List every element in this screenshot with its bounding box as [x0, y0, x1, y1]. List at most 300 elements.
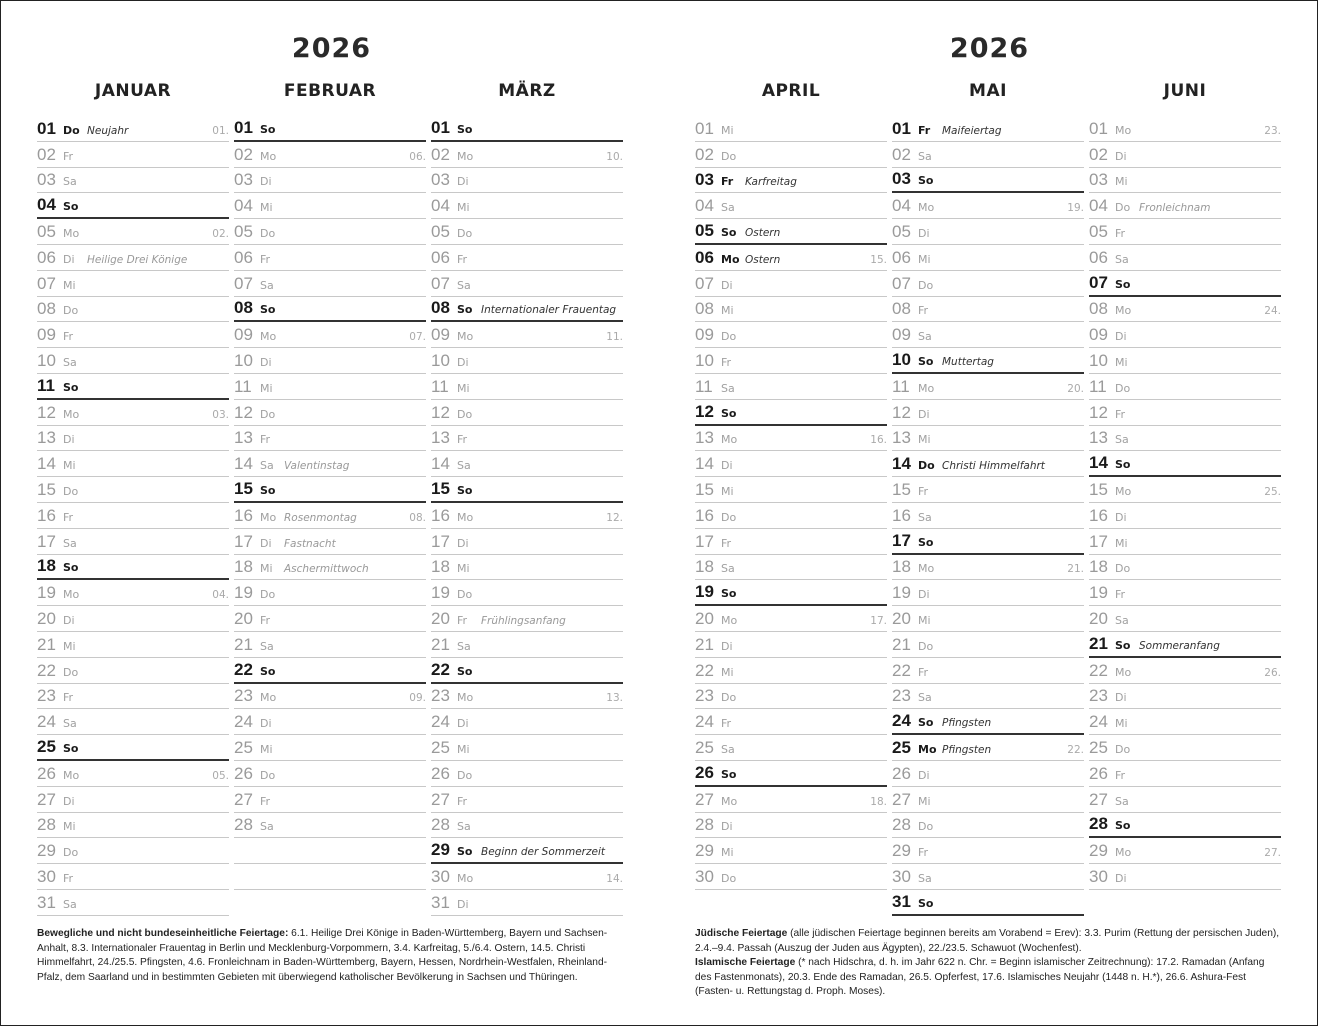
day-row	[1089, 658, 1281, 684]
day-number: 28	[431, 815, 450, 835]
day-row	[892, 271, 1084, 297]
day-row	[1089, 709, 1281, 735]
weekday: Sa	[457, 639, 471, 653]
day-row	[431, 580, 623, 606]
weekday: Mi	[918, 794, 931, 808]
week-number: 20.	[1067, 382, 1084, 395]
weekday: Di	[63, 613, 75, 627]
day-row	[695, 477, 887, 503]
day-row	[37, 142, 229, 168]
day-number: 18	[431, 557, 450, 577]
weekday: So	[721, 225, 737, 239]
day-number: 14	[37, 454, 56, 474]
day-row	[892, 400, 1084, 426]
day-number: 05	[1089, 221, 1108, 241]
day-row	[37, 838, 229, 864]
day-number: 19	[695, 582, 714, 602]
day-number: 12	[892, 402, 911, 422]
day-row	[695, 529, 887, 555]
day-number: 21	[431, 634, 450, 654]
weekday: Di	[918, 226, 930, 240]
day-row	[892, 787, 1084, 813]
weekday: Mi	[260, 742, 273, 756]
day-row	[234, 374, 426, 400]
week-number: 26.	[1264, 666, 1281, 679]
day-number: 11	[37, 375, 55, 395]
weekday: Do	[918, 639, 934, 653]
day-number: 29	[892, 841, 911, 861]
day-number: 09	[431, 325, 450, 345]
weekday: Di	[1115, 330, 1127, 344]
week-number: 04.	[212, 589, 229, 602]
week-number: 12.	[606, 511, 623, 524]
day-number: 09	[892, 325, 911, 345]
weekday: Do	[457, 407, 473, 421]
day-number: 17	[234, 531, 253, 551]
day-number: 30	[695, 866, 714, 886]
day-row	[892, 142, 1084, 168]
week-number: 06.	[409, 150, 426, 163]
holiday-label: Sommeranfang	[1139, 639, 1220, 652]
day-number: 31	[892, 891, 911, 911]
weekday: Mo	[63, 407, 80, 421]
day-number: 10	[431, 350, 450, 370]
day-row	[695, 245, 887, 271]
day-row	[892, 168, 1084, 194]
day-number: 06	[234, 247, 253, 267]
day-number: 04	[892, 196, 911, 216]
day-row	[431, 684, 623, 710]
day-number: 21	[1089, 633, 1108, 653]
weekday: Fr	[918, 665, 929, 679]
weekday: Sa	[721, 562, 735, 576]
day-row	[234, 890, 426, 916]
day-row	[892, 838, 1084, 864]
weekday: Di	[63, 433, 75, 447]
day-number: 23	[1089, 686, 1108, 706]
day-row	[37, 580, 229, 606]
weekday: So	[1115, 277, 1131, 291]
weekday: Do	[260, 226, 276, 240]
day-number: 30	[431, 866, 450, 886]
day-row	[892, 477, 1084, 503]
day-row	[234, 864, 426, 890]
holiday-label: Fronleichnam	[1139, 202, 1211, 215]
day-number: 23	[234, 686, 253, 706]
day-number: 19	[1089, 583, 1108, 603]
day-number: 29	[37, 841, 56, 861]
day-number: 07	[234, 273, 253, 293]
day-row	[1089, 864, 1281, 890]
weekday: Mi	[1115, 536, 1128, 550]
week-number: 01.	[212, 124, 229, 137]
day-row	[431, 477, 623, 503]
day-number: 07	[892, 273, 911, 293]
day-row	[1089, 555, 1281, 581]
weekday: Mi	[63, 639, 76, 653]
weekday: Mi	[721, 304, 734, 318]
weekday: Di	[260, 355, 272, 369]
day-number: 03	[431, 170, 450, 190]
day-row	[234, 116, 426, 142]
weekday: Fr	[918, 846, 929, 860]
day-number: 19	[37, 583, 56, 603]
holiday-label: Pfingsten	[942, 717, 992, 730]
day-row	[37, 477, 229, 503]
day-row	[37, 219, 229, 245]
day-row	[892, 116, 1084, 142]
day-row	[234, 787, 426, 813]
day-row	[37, 451, 229, 477]
day-number: 22	[695, 660, 714, 680]
weekday: Do	[457, 768, 473, 782]
footnote-jewish-title: Jüdische Feiertage	[695, 928, 788, 939]
day-number: 27	[1089, 789, 1108, 809]
day-number: 09	[234, 325, 253, 345]
weekday: Mi	[260, 201, 273, 215]
weekday: Mo	[457, 691, 474, 705]
day-number: 01	[431, 117, 450, 137]
weekday: So	[63, 380, 79, 394]
day-row	[1089, 374, 1281, 400]
weekday: Fr	[260, 252, 271, 266]
day-row	[234, 193, 426, 219]
day-row	[1089, 529, 1281, 555]
weekday: Fr	[918, 304, 929, 318]
weekday: Mi	[63, 459, 76, 473]
footnote-jewish-text: (alle jüdischen Feiertage beginnen bereits am Vorabend = Erev): 3.3. Purim (Rettung der persischen Juden), 2.4.–9.4. Passah (Auszug der Juden aus Ägypten), 22./23.5. Schawuot (Wochenfest).	[695, 928, 1280, 954]
month-name: APRIL	[761, 81, 821, 101]
day-row	[695, 503, 887, 529]
day-row	[695, 606, 887, 632]
day-row	[234, 219, 426, 245]
day-number: 11	[431, 376, 449, 396]
day-number: 23	[37, 686, 56, 706]
year-heading-left: 2026	[291, 33, 372, 64]
weekday: Di	[918, 768, 930, 782]
day-row	[1089, 632, 1281, 658]
day-row	[37, 555, 229, 581]
day-number: 26	[37, 763, 56, 783]
week-number: 09.	[409, 692, 426, 705]
day-list	[37, 116, 229, 916]
weekday: Fr	[63, 330, 74, 344]
day-row	[37, 864, 229, 890]
week-number: 15.	[870, 253, 887, 266]
day-row	[892, 735, 1084, 761]
weekday: Mo	[457, 510, 474, 524]
day-row	[695, 580, 887, 606]
day-number: 16	[234, 505, 253, 525]
weekday: Di	[918, 407, 930, 421]
day-number: 02	[37, 144, 56, 164]
day-row	[695, 116, 887, 142]
day-row	[892, 374, 1084, 400]
week-number: 18.	[870, 795, 887, 808]
day-number: 10	[1089, 350, 1108, 370]
footnote-left	[37, 927, 622, 985]
weekday: So	[457, 664, 473, 678]
day-number: 04	[695, 196, 714, 216]
day-number: 11	[1089, 376, 1107, 396]
day-number: 04	[234, 196, 253, 216]
weekday: Do	[721, 510, 737, 524]
weekday: Mo	[1115, 665, 1132, 679]
day-row	[431, 709, 623, 735]
day-number: 19	[431, 583, 450, 603]
day-number: 01	[695, 118, 714, 138]
day-row	[234, 813, 426, 839]
weekday: Sa	[457, 278, 471, 292]
day-row	[1089, 451, 1281, 477]
day-number: 19	[892, 583, 911, 603]
day-number: 13	[695, 428, 714, 448]
day-number: 12	[234, 402, 253, 422]
day-number: 29	[695, 841, 714, 861]
weekday: Sa	[1115, 794, 1129, 808]
holiday-label: Beginn der Sommerzeit	[481, 846, 606, 859]
holiday-label: Neujahr	[87, 124, 129, 137]
weekday: Mo	[260, 691, 277, 705]
day-number: 14	[1089, 453, 1108, 473]
holiday-label: Christi Himmelfahrt	[942, 460, 1045, 473]
week-number: 19.	[1067, 202, 1084, 215]
weekday: Mo	[721, 252, 740, 266]
week-number: 08.	[409, 511, 426, 524]
weekday: Di	[260, 536, 272, 550]
day-number: 17	[1089, 531, 1108, 551]
day-number: 15	[892, 479, 911, 499]
weekday: Di	[721, 639, 733, 653]
weekday: So	[721, 587, 737, 601]
day-row	[695, 787, 887, 813]
day-row	[892, 193, 1084, 219]
day-list	[892, 116, 1084, 916]
weekday: So	[63, 200, 79, 214]
day-row	[37, 426, 229, 452]
day-number: 05	[695, 220, 714, 240]
day-row	[1089, 271, 1281, 297]
day-number: 25	[37, 736, 56, 756]
weekday: Mi	[457, 201, 470, 215]
day-row	[37, 890, 229, 916]
day-number: 18	[37, 556, 56, 576]
weekday: Di	[1115, 871, 1127, 885]
day-row	[695, 684, 887, 710]
day-number: 20	[695, 608, 714, 628]
weekday: Sa	[918, 691, 932, 705]
weekday: Sa	[260, 459, 274, 473]
footnote-islamic-text: (* nach Hidschra, d. h. im Jahr 622 n. Chr. = Beginn islamischer Zeitrechnung): 17.2. Ramadan (Anfang des Fastenmonats), 20.3. Ende des Ramadan, 26.5. Opferfest, 17.6. Islamisches Neujahr (1448 n. H.*), 26.6. Ashura-Fest (Fasten- u. Rettungstag d. Proph. Moses).	[695, 957, 1265, 997]
weekday: Mi	[721, 846, 734, 860]
day-number: 09	[1089, 325, 1108, 345]
day-row	[431, 297, 623, 323]
day-number: 14	[695, 454, 714, 474]
day-number: 21	[37, 634, 56, 654]
day-number: 08	[431, 298, 450, 318]
weekday: Mo	[721, 794, 738, 808]
day-row	[892, 555, 1084, 581]
week-number: 17.	[870, 614, 887, 627]
weekday: Di	[721, 459, 733, 473]
day-row	[431, 606, 623, 632]
day-number: 22	[892, 660, 911, 680]
day-row	[234, 658, 426, 684]
day-row	[431, 374, 623, 400]
day-number: 01	[37, 118, 56, 138]
weekday: Do	[457, 226, 473, 240]
day-number: 30	[1089, 866, 1108, 886]
day-row	[1089, 503, 1281, 529]
week-number: 03.	[212, 408, 229, 421]
day-row	[431, 503, 623, 529]
weekday: Di	[457, 355, 469, 369]
day-number: 25	[892, 737, 911, 757]
weekday: Mi	[260, 562, 273, 576]
day-number: 27	[234, 789, 253, 809]
day-number: 21	[695, 634, 714, 654]
day-row	[695, 271, 887, 297]
day-number: 15	[234, 478, 253, 498]
day-row	[431, 864, 623, 890]
day-row	[431, 142, 623, 168]
month-name: JUNI	[1163, 81, 1207, 101]
weekday: Fr	[260, 433, 271, 447]
day-row	[892, 658, 1084, 684]
day-row	[37, 374, 229, 400]
day-number: 29	[1089, 841, 1108, 861]
day-number: 26	[1089, 763, 1108, 783]
weekday: Fr	[721, 717, 732, 731]
day-number: 15	[1089, 479, 1108, 499]
day-number: 26	[431, 763, 450, 783]
weekday: Do	[260, 768, 276, 782]
weekday: So	[457, 483, 473, 497]
day-number: 26	[892, 763, 911, 783]
day-number: 09	[37, 325, 56, 345]
day-row	[37, 348, 229, 374]
weekday: Fr	[918, 484, 929, 498]
day-row	[1089, 322, 1281, 348]
day-number: 08	[37, 299, 56, 319]
day-row	[234, 632, 426, 658]
day-row	[234, 503, 426, 529]
day-row	[695, 761, 887, 787]
day-number: 04	[431, 196, 450, 216]
day-row	[431, 813, 623, 839]
weekday: Fr	[721, 175, 734, 189]
weekday: Fr	[1115, 768, 1126, 782]
day-number: 02	[431, 144, 450, 164]
weekday: Mi	[1115, 175, 1128, 189]
day-number: 07	[695, 273, 714, 293]
day-number: 16	[892, 505, 911, 525]
day-number: 18	[695, 557, 714, 577]
day-row	[234, 709, 426, 735]
day-number: 08	[234, 298, 253, 318]
day-row	[892, 348, 1084, 374]
weekday: Fr	[457, 433, 468, 447]
day-row	[695, 426, 887, 452]
day-row	[1089, 142, 1281, 168]
day-list	[234, 116, 426, 916]
day-row	[37, 529, 229, 555]
weekday: Mi	[260, 381, 273, 395]
weekday: Sa	[918, 149, 932, 163]
day-row	[431, 838, 623, 864]
day-row	[234, 529, 426, 555]
day-row	[695, 193, 887, 219]
day-list	[695, 116, 887, 890]
weekday: Fr	[721, 536, 732, 550]
week-number: 21.	[1067, 563, 1084, 576]
day-number: 03	[37, 170, 56, 190]
weekday: Sa	[721, 742, 735, 756]
weekday: Fr	[63, 691, 74, 705]
day-row	[431, 529, 623, 555]
day-row	[234, 400, 426, 426]
weekday: Do	[1115, 742, 1131, 756]
day-row	[892, 245, 1084, 271]
day-number: 18	[1089, 557, 1108, 577]
day-row	[892, 219, 1084, 245]
day-number: 10	[695, 350, 714, 370]
day-row	[695, 658, 887, 684]
day-row	[37, 245, 229, 271]
weekday: Di	[1115, 510, 1127, 524]
day-number: 31	[431, 892, 450, 912]
month-name: FEBRUAR	[283, 81, 377, 101]
day-number: 24	[892, 711, 911, 731]
weekday: Fr	[457, 252, 468, 266]
day-row	[234, 477, 426, 503]
weekday: Sa	[457, 820, 471, 834]
weekday: Sa	[63, 355, 77, 369]
weekday: Mo	[721, 613, 738, 627]
weekday: Sa	[63, 717, 77, 731]
weekday: Sa	[260, 278, 274, 292]
day-row	[234, 606, 426, 632]
day-row	[892, 864, 1084, 890]
day-number: 06	[695, 247, 714, 267]
weekday: Di	[260, 717, 272, 731]
day-number: 03	[695, 170, 714, 190]
footnote-right	[695, 927, 1280, 1000]
weekday: Fr	[260, 613, 271, 627]
day-row	[1089, 116, 1281, 142]
day-row	[431, 426, 623, 452]
day-row	[431, 348, 623, 374]
holiday-label: Karfreitag	[745, 176, 797, 189]
holiday-label: Valentinstag	[284, 460, 350, 473]
day-row	[892, 529, 1084, 555]
day-row	[1089, 813, 1281, 839]
day-row	[695, 864, 887, 890]
day-row	[234, 735, 426, 761]
day-row	[234, 142, 426, 168]
weekday: Mi	[63, 820, 76, 834]
day-number: 21	[892, 634, 911, 654]
weekday: Di	[1115, 149, 1127, 163]
day-number: 15	[37, 479, 56, 499]
day-number: 30	[37, 866, 56, 886]
day-row	[1089, 426, 1281, 452]
day-row	[37, 606, 229, 632]
day-row	[37, 658, 229, 684]
day-number: 06	[431, 247, 450, 267]
day-row	[431, 555, 623, 581]
day-number: 15	[431, 478, 450, 498]
